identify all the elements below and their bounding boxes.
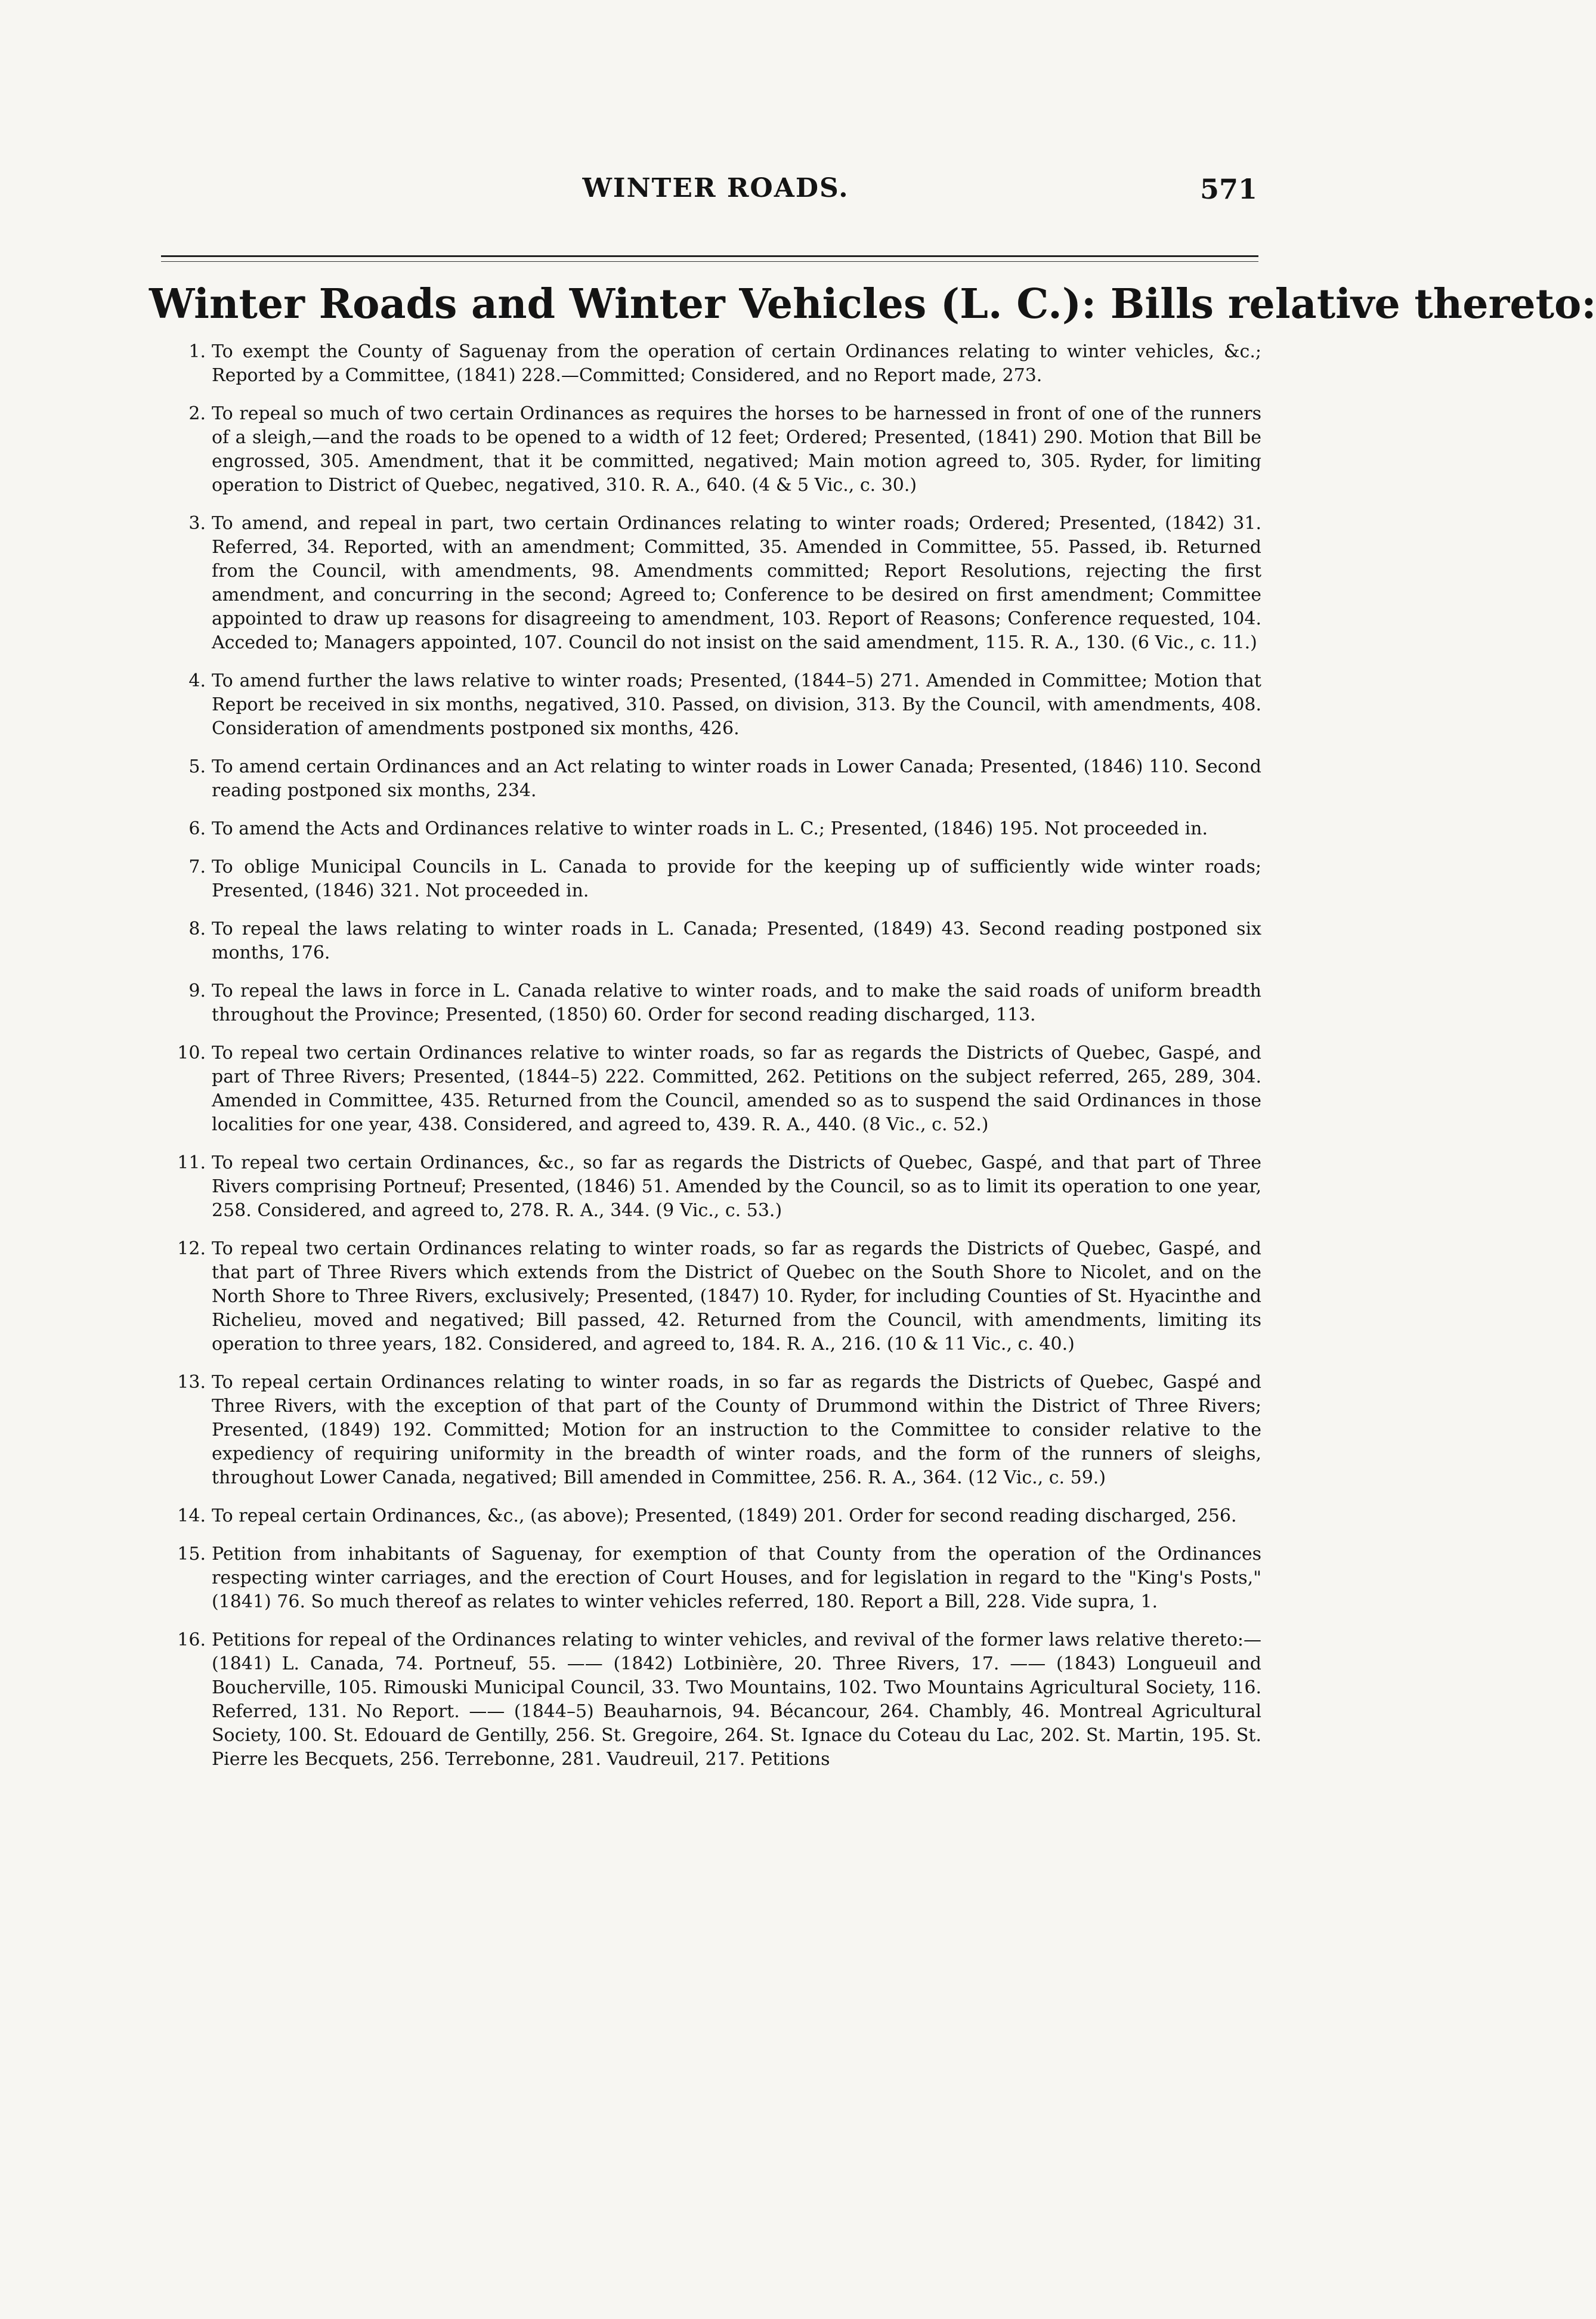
entry-15 <box>122 1542 1261 1614</box>
entry-number: 10. <box>177 1043 206 1063</box>
entry-text: To repeal two certain Ordinances, &c., so far as regards the Districts of Quebec, Gaspé, and that part of Three Rivers comprising Portneuf; Presented, (1846) 51. Amended by the Council, so as to limit its operation to one year, 258. Considered, and agreed to, 278. R. A., 344. (9 Vic., c. 53.) <box>212 1152 1261 1221</box>
entry-text: To repeal so much of two certain Ordinances as requires the horses to be harnessed in front of one of the runners of a sleigh,—and the roads to be opened to a width of 12 feet; Ordered; Presented, (1841) 290. Motion that Bill be engrossed, 305. Amendment, that it be committed, negatived; Main motion agreed to, 305. Ryder, for limiting operation to District of Quebec, negatived, 310. R. A., 640. (4 & 5 Vic., c. 30.) <box>212 403 1261 496</box>
entry-number: 12. <box>177 1238 206 1259</box>
entry-number: 15. <box>177 1544 206 1564</box>
entry-3 <box>122 512 1261 655</box>
entry-13 <box>122 1371 1261 1490</box>
running-head-title: WINTER ROADS. <box>582 173 849 203</box>
entry-2 <box>122 402 1261 497</box>
entry-14 <box>122 1504 1261 1528</box>
entry-9 <box>122 979 1261 1027</box>
entry-16 <box>122 1628 1261 1771</box>
entry-12 <box>122 1237 1261 1356</box>
running-head <box>0 173 1421 215</box>
entries-list <box>122 340 1261 1786</box>
entry-number: 14. <box>177 1505 206 1526</box>
entry-text: To repeal two certain Ordinances relative to winter roads, so far as regards the Districts of Quebec, Gaspé, and part of Three Rivers; Presented, (1844–5) 222. Committed, 262. Petitions on the subject referred, 265, 289, 304. Amended in Committee, 435. Returned from the Council, amended so as to suspend the said Ordinances in those localities for one year, 438. Considered, and agreed to, 439. R. A., 440. (8 Vic., c. 52.) <box>212 1043 1261 1135</box>
entry-text: To repeal two certain Ordinances relating to winter roads, so far as regards the Districts of Quebec, Gaspé, and that part of Three Rivers which extends from the District of Quebec on the South Shore to Nicolet, and on the North Shore to Three Rivers, exclusively; Presented, (1847) 10. Ryder, for including Counties of St. Hyacinthe and Richelieu, moved and negatived; Bill passed, 42. Returned from the Council, with amendments, limiting its operation to three years, 182. Considered, and agreed to, 184. R. A., 216. (10 & 11 Vic., c. 40.) <box>212 1238 1261 1355</box>
entry-text: To repeal certain Ordinances relating to winter roads, in so far as regards the Districts of Quebec, Gaspé and Three Rivers, with the exception of that part of the County of Drummond within the District of Three Rivers; Presented, (1849) 192. Committed; Motion for an instruction to the Committee to consider relative to the expediency of requiring uniformity in the breadth of winter roads, and the form of the runners of sleighs, throughout Lower Canada, negatived; Bill amended in Committee, 256. R. A., 364. (12 Vic., c. 59.) <box>212 1372 1261 1488</box>
entry-text: To repeal the laws in force in L. Canada relative to winter roads, and to make the said roads of uniform breadth throughout the Province; Presented, (1850) 60. Order for second reading discharged, 113. <box>212 981 1261 1025</box>
entry-11 <box>122 1151 1261 1223</box>
entry-5 <box>122 755 1261 803</box>
entry-text: To repeal the laws relating to winter roads in L. Canada; Presented, (1849) 43. Second reading postponed six months, 176. <box>212 919 1261 963</box>
entry-number: 9. <box>188 981 206 1001</box>
entry-number: 5. <box>188 756 206 777</box>
entry-text: To exempt the County of Saguenay from the operation of certain Ordinances relating to winter vehicles, &c.; Reported by a Committee, (1841) 228.—Committed; Considered, and no Report made, 273. <box>212 341 1261 386</box>
entry-text: To amend the Acts and Ordinances relative to winter roads in L. C.; Presented, (1846) 195. Not proceeded in. <box>212 818 1208 839</box>
section-heading: Winter Roads and Winter Vehicles (L. C.): Bills relative thereto: <box>149 280 1596 328</box>
entry-text: To oblige Municipal Councils in L. Canada to provide for the keeping up of sufficiently wide winter roads; Presented, (1846) 321. Not proceeded in. <box>212 857 1261 901</box>
entry-7 <box>122 855 1261 903</box>
entry-number: 6. <box>188 818 206 839</box>
entry-text: Petitions for repeal of the Ordinances relating to winter vehicles, and revival of the former laws relative thereto:— (1841) L. Canada, 74. Portneuf, 55. —— (1842) Lotbinière, 20. Three Rivers, 17. —— (1843) Longueuil and Boucherville, 105. Rimouski Municipal Council, 33. Two Mountains, 102. Two Mountains Agricultural Society, 116. Referred, 131. No Report. —— (1844–5) Beauharnois, 94. Bécancour, 264. Chambly, 46. Montreal Agricultural Society, 100. St. Edouard de Gentilly, 256. St. Gregoire, 264. St. Ignace du Coteau du Lac, 202. St. Martin, 195. St. Pierre les Becquets, 256. Terrebonne, 281. Vaudreuil, 217. Petitions <box>212 1630 1261 1770</box>
entry-number: 3. <box>188 513 206 534</box>
entry-4 <box>122 669 1261 741</box>
entry-8 <box>122 917 1261 965</box>
entry-number: 16. <box>177 1630 206 1650</box>
entry-number: 7. <box>188 857 206 877</box>
entry-text: To amend, and repeal in part, two certain Ordinances relating to winter roads; Ordered; Presented, (1842) 31. Referred, 34. Reported, with an amendment; Committed, 35. Amended in Committee, 55. Passed, ib. Returned from the Council, with amendments, 98. Amendments committed; Report Resolutions, rejecting the first amendment, and concurring in the second; Agreed to; Conference to be desired on first amendment; Committee appointed to draw up reasons for disagreeing to amendment, 103. Report of Reasons; Conference requested, 104. Acceded to; Managers appointed, 107. Council do not insist on the said amendment, 115. R. A., 130. (6 Vic., c. 11.) <box>212 513 1261 653</box>
entry-text: To amend certain Ordinances and an Act relating to winter roads in Lower Canada; Presented, (1846) 110. Second reading postponed six months, 234. <box>212 756 1261 801</box>
page-number: 571 <box>1199 173 1257 205</box>
entry-number: 11. <box>177 1152 206 1173</box>
entry-10 <box>122 1041 1261 1137</box>
entry-1 <box>122 340 1261 388</box>
entry-number: 2. <box>188 403 206 424</box>
entry-number: 1. <box>188 341 206 362</box>
header-rule <box>161 255 1258 257</box>
entry-text: To repeal certain Ordinances, &c., (as above); Presented, (1849) 201. Order for second reading discharged, 256. <box>212 1505 1237 1526</box>
entry-6 <box>122 817 1261 841</box>
entry-number: 13. <box>177 1372 206 1393</box>
entry-text: Petition from inhabitants of Saguenay, for exemption of that County from the operation of the Ordinances respecting winter carriages, and the erection of Court Houses, and for legislation in regard to the "King's Posts," (1841) 76. So much thereof as relates to winter vehicles referred, 180. Report a Bill, 228. Vide supra, 1. <box>212 1544 1261 1612</box>
entry-text: To amend further the laws relative to winter roads; Presented, (1844–5) 271. Amended in Committee; Motion that Report be received in six months, negatived, 310. Passed, on division, 313. By the Council, with amendments, 408. Consideration of amendments postponed six months, 426. <box>212 670 1261 739</box>
header-rule-thin <box>161 261 1258 262</box>
entry-number: 4. <box>188 670 206 691</box>
entry-number: 8. <box>188 919 206 939</box>
